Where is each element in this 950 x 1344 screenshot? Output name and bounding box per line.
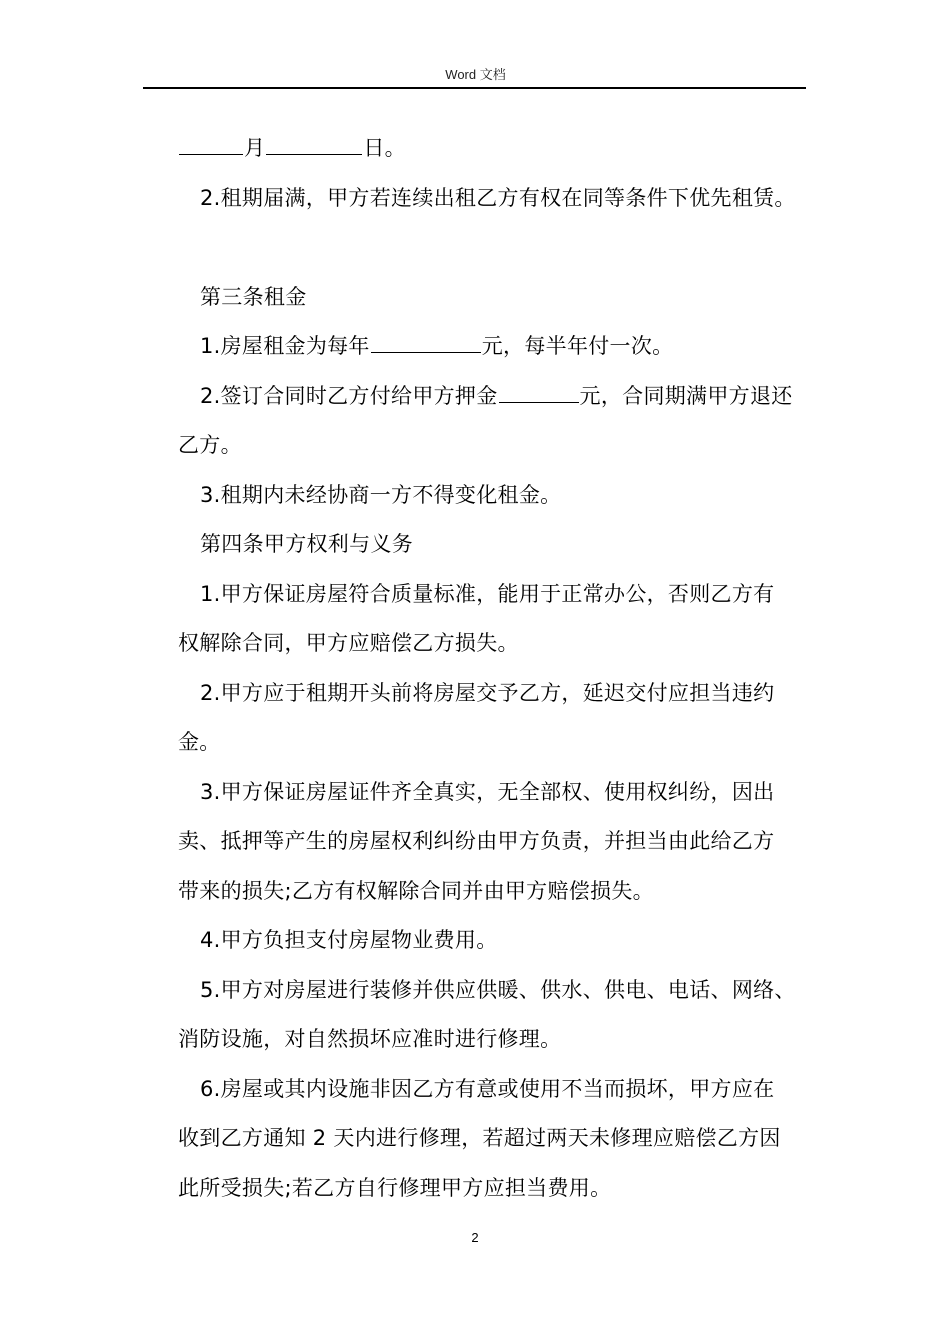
rent-2-text-a: 2.签订合同时乙方付给甲方押金 <box>200 383 498 408</box>
paragraph-duty-6: 6.房屋或其内设施非因乙方有意或使用不当而损坏，甲方应在 <box>200 1076 775 1101</box>
paragraph-duty-3: 3.甲方保证房屋证件齐全真实，无全部权、使用权纠纷，因出 <box>200 779 775 804</box>
paragraph-duty-3-cont: 卖、抵押等产生的房屋权利纠纷由甲方负责，并担当由此给乙方 <box>178 829 775 853</box>
blank-line <box>178 223 808 273</box>
page-header: Word 文档 <box>445 67 506 82</box>
paragraph-duty-2: 2.甲方应于租期开头前将房屋交予乙方，延迟交付应担当违约 <box>200 680 775 705</box>
month-label: 月 <box>244 136 266 160</box>
paragraph-duty-1-cont: 权解除合同，甲方应赔偿乙方损失。 <box>178 631 519 655</box>
paragraph-duty-4: 4.甲方负担支付房屋物业费用。 <box>200 928 498 952</box>
blank-annual-rent-field[interactable] <box>371 332 481 353</box>
paragraph-rent-1 <box>178 322 808 372</box>
rent-1-text-b: 元，每半年付一次。 <box>481 334 674 358</box>
document-body <box>178 124 808 1213</box>
blank-day-field[interactable] <box>266 134 362 155</box>
paragraph-rent-3: 3.租期内未经协商一方不得变化租金。 <box>200 482 562 507</box>
section-heading-rent: 第三条租金 <box>200 284 307 309</box>
blank-deposit-field[interactable] <box>499 382 579 403</box>
paragraph-duty-2-cont: 金。 <box>178 730 221 754</box>
paragraph-duty-5-cont: 消防设施，对自然损坏应准时进行修理。 <box>178 1027 562 1051</box>
paragraph-rent-2-cont: 乙方。 <box>178 433 242 457</box>
section-heading-duties: 第四条甲方权利与义务 <box>200 532 413 556</box>
paragraph-renewal: 2.租期届满，甲方若连续出租乙方有权在同等条件下优先租赁。 <box>200 185 796 210</box>
blank-month-field[interactable] <box>179 134 243 155</box>
day-label: 日。 <box>363 136 406 160</box>
paragraph-duty-1: 1.甲方保证房屋符合质量标准，能用于正常办公，否则乙方有 <box>200 581 775 606</box>
page-number: 2 <box>471 1230 479 1245</box>
header-divider <box>143 87 806 89</box>
date-line <box>178 124 808 174</box>
paragraph-duty-5: 5.甲方对房屋进行装修并供应供暖、供水、供电、电话、网络、 <box>200 977 796 1002</box>
paragraph-duty-6-cont: 收到乙方通知 2 天内进行修理，若超过两天未修理应赔偿乙方因 <box>178 1126 781 1150</box>
rent-2-text-b: 元，合同期满甲方退还 <box>579 383 793 408</box>
rent-1-text-a: 1.房屋租金为每年 <box>200 334 370 358</box>
paragraph-duty-3-cont2: 带来的损失;乙方有权解除合同并由甲方赔偿损失。 <box>178 878 654 903</box>
paragraph-duty-6-cont2: 此所受损失;若乙方自行修理甲方应担当费用。 <box>178 1175 612 1200</box>
paragraph-rent-2 <box>178 372 808 422</box>
